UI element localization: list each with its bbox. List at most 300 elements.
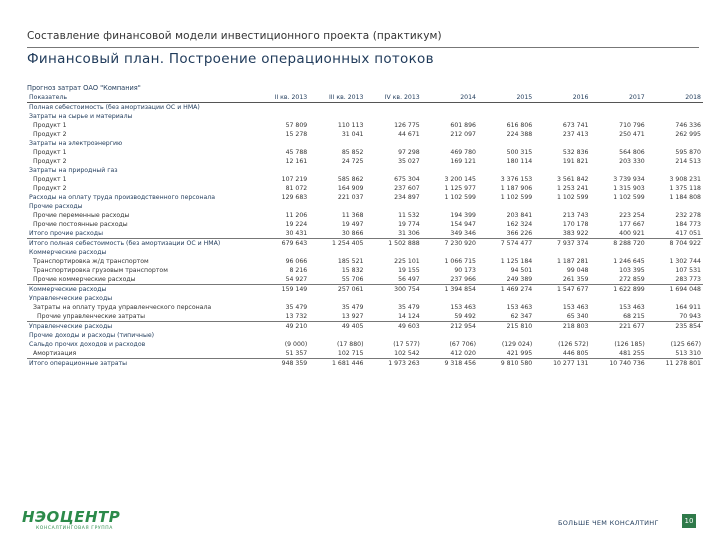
row-value: 412 020 (450, 350, 476, 357)
row-value: (129 024) (501, 341, 533, 348)
row-value: 19 774 (398, 221, 420, 228)
row-value (422, 294, 478, 303)
row-value (534, 112, 590, 121)
row-value: 59 492 (454, 313, 476, 320)
row-value: 8 288 720 (591, 239, 647, 249)
row-value (309, 248, 365, 257)
row-value (478, 248, 534, 257)
row-value: 221 677 (591, 322, 647, 332)
column-header-indicator: Показатель (27, 93, 253, 103)
row-value (422, 103, 478, 113)
table-row (27, 157, 703, 166)
row-value: 249 389 (506, 276, 533, 283)
row-label: Затраты на электроэнергию (29, 140, 123, 147)
row-value: (126 572) (558, 341, 589, 348)
row-value (366, 139, 422, 148)
row-value: 1 681 446 (309, 359, 365, 369)
row-value: 225 101 (394, 258, 420, 265)
row-value (253, 139, 309, 148)
row-value: 564 806 (619, 149, 645, 156)
row-value: 595 870 (675, 149, 701, 156)
row-value: 212 097 (450, 131, 476, 138)
row-value: 213 743 (562, 212, 589, 219)
row-value: 62 347 (510, 313, 533, 320)
row-value: 481 255 (619, 350, 645, 357)
row-value: 1 315 903 (613, 185, 645, 192)
row-value: 11 368 (341, 212, 364, 219)
row-value: 153 463 (450, 304, 476, 311)
row-label: Коммерческие расходы (27, 285, 253, 295)
row-value: 257 061 (309, 285, 365, 295)
row-value: 194 399 (450, 212, 476, 219)
row-value: 500 315 (506, 149, 533, 156)
row-value: 1 187 281 (557, 258, 589, 265)
row-value: 673 741 (562, 122, 589, 129)
row-value (366, 294, 422, 303)
row-value (253, 294, 309, 303)
row-value (534, 248, 590, 257)
row-value: 203 330 (619, 158, 645, 165)
table-row (27, 202, 703, 211)
row-label: Прочие постоянные расходы (33, 221, 128, 228)
row-value (534, 331, 590, 340)
cost-forecast-table-container (27, 84, 703, 368)
row-value: (9 000) (284, 341, 308, 348)
row-value: 283 773 (675, 276, 701, 283)
row-value: 300 754 (366, 285, 422, 295)
row-value: 223 254 (619, 212, 645, 219)
row-value (591, 202, 647, 211)
row-value: 237 966 (450, 276, 476, 283)
table-row (27, 239, 703, 249)
row-value: 218 803 (534, 322, 590, 332)
row-value: 1 694 048 (647, 285, 703, 295)
row-value (422, 202, 478, 211)
row-label: Транспортировка ж/д транспортом (33, 258, 149, 265)
row-value (253, 248, 309, 257)
row-value: 513 310 (675, 350, 701, 357)
row-value: 31 041 (341, 131, 364, 138)
row-value: 30 431 (285, 230, 308, 237)
row-value: 8 216 (289, 267, 308, 274)
row-value: 162 324 (506, 221, 533, 228)
row-value (591, 294, 647, 303)
table-row (27, 248, 703, 257)
row-value: 11 206 (285, 212, 308, 219)
footer-slogan: БОЛЬШЕ ЧЕМ КОНСАЛТИНГ (558, 519, 659, 527)
row-value: 383 922 (562, 230, 589, 237)
row-value (647, 294, 703, 303)
row-value: 35 027 (398, 158, 420, 165)
row-value (253, 112, 309, 121)
row-value: 262 995 (675, 131, 701, 138)
row-value: 1 547 677 (534, 285, 590, 295)
row-label: Полная себестоимость (без амортизации ОС и НМА) (29, 104, 200, 111)
row-value: 221 037 (337, 194, 364, 201)
row-value: 1 187 906 (500, 185, 533, 192)
row-value: 45 788 (285, 149, 308, 156)
row-value: 153 463 (619, 304, 645, 311)
table-caption: Прогноз затрат ОАО "Компания" (27, 84, 141, 92)
row-value (422, 248, 478, 257)
row-value (534, 139, 590, 148)
row-value: 469 780 (450, 149, 476, 156)
row-value (647, 248, 703, 257)
table-row (27, 166, 703, 175)
row-value: 10 740 736 (591, 359, 647, 369)
row-value: 7 230 920 (422, 239, 478, 249)
row-value: 81 072 (285, 185, 308, 192)
row-value: 35 479 (398, 304, 420, 311)
row-value: 261 359 (562, 276, 589, 283)
table-row (27, 312, 703, 322)
row-value: 191 821 (562, 158, 589, 165)
row-value: 15 832 (341, 267, 364, 274)
row-value: 57 809 (285, 122, 308, 129)
table-row (27, 285, 703, 295)
table-row (27, 229, 703, 239)
row-label: Прочие расходы (29, 203, 83, 210)
row-value (309, 112, 365, 121)
row-value: 1 102 599 (557, 194, 589, 201)
row-value: 68 215 (623, 313, 645, 320)
row-value: 3 739 934 (613, 176, 645, 183)
row-value: 400 921 (619, 230, 645, 237)
row-value: 107 531 (675, 267, 701, 274)
row-value: 366 226 (506, 230, 533, 237)
row-label: Прочие переменные расходы (33, 212, 130, 219)
row-value: 153 463 (506, 304, 533, 311)
row-value: 14 124 (398, 313, 420, 320)
row-value: 1 184 808 (669, 194, 701, 201)
row-value: 1 102 599 (444, 194, 476, 201)
table-row (27, 211, 703, 220)
row-label: Продукт 2 (33, 158, 67, 165)
row-value: 129 683 (281, 194, 308, 201)
row-value (534, 294, 590, 303)
company-logo (22, 508, 132, 534)
row-value (366, 103, 422, 113)
row-label: Итого операционные затраты (27, 359, 253, 369)
row-value: 102 542 (394, 350, 420, 357)
row-value: 70 943 (679, 313, 701, 320)
row-value (253, 166, 309, 175)
row-value (478, 166, 534, 175)
row-value (591, 248, 647, 257)
row-value (366, 331, 422, 340)
header-divider (27, 47, 699, 48)
row-value: 107 219 (281, 176, 308, 183)
row-value (478, 202, 534, 211)
row-value: 1 102 599 (613, 194, 645, 201)
row-value: 1 246 645 (613, 258, 645, 265)
row-value: 7 937 374 (534, 239, 590, 249)
row-value (253, 103, 309, 113)
row-value: 224 388 (506, 131, 533, 138)
row-value (591, 331, 647, 340)
row-value: 11 278 801 (647, 359, 703, 369)
table-body (27, 103, 703, 369)
row-value (534, 202, 590, 211)
row-value (422, 139, 478, 148)
row-label: Сальдо прочих доходов и расходов (29, 341, 146, 348)
row-value (647, 331, 703, 340)
column-header: 2016 (534, 93, 590, 103)
row-value: 55 706 (341, 276, 364, 283)
table-row (27, 266, 703, 275)
table-row (27, 322, 703, 332)
row-label: Коммерческие расходы (29, 249, 107, 256)
row-label: Транспортировка грузовым транспортом (33, 267, 168, 274)
logo-subtext: КОНСАЛТИНГОВАЯ ГРУППА (36, 526, 113, 531)
row-value: 10 277 131 (534, 359, 590, 369)
row-value: 1 375 118 (669, 185, 701, 192)
table-row (27, 148, 703, 157)
row-value: 90 173 (454, 267, 476, 274)
row-value: (17 880) (337, 341, 364, 348)
row-label: Затраты на оплату труда управленческого персонала (33, 304, 212, 311)
table-row (27, 331, 703, 340)
row-value: 185 521 (337, 258, 364, 265)
row-value: 51 357 (285, 350, 308, 357)
row-value: 3 200 145 (444, 176, 476, 183)
cost-forecast-table (27, 93, 703, 368)
table-row (27, 359, 703, 369)
table-row (27, 130, 703, 139)
row-value (591, 112, 647, 121)
row-value: 11 532 (398, 212, 420, 219)
row-value: 177 667 (619, 221, 645, 228)
row-value: 180 114 (506, 158, 533, 165)
row-value: 7 574 477 (478, 239, 534, 249)
row-value (253, 331, 309, 340)
row-value: 1 066 715 (444, 258, 476, 265)
row-label: Прочие управленческие затраты (37, 313, 145, 320)
table-row (27, 257, 703, 266)
row-value: (67 706) (449, 341, 476, 348)
row-value: 585 862 (337, 176, 364, 183)
row-value: 85 852 (341, 149, 364, 156)
row-value (366, 248, 422, 257)
column-header: 2014 (422, 93, 478, 103)
row-value: 65 340 (566, 313, 589, 320)
row-value: 15 278 (285, 131, 308, 138)
row-value: 19 497 (341, 221, 364, 228)
row-value: 1 973 263 (366, 359, 422, 369)
row-value: 24 725 (341, 158, 364, 165)
row-value (534, 103, 590, 113)
row-value (647, 166, 703, 175)
row-label: Управленческие расходы (29, 295, 113, 302)
logo-wordmark: НЭОЦЕНТР (22, 508, 121, 526)
row-value: 103 395 (619, 267, 645, 274)
row-label: Амортизация (33, 350, 77, 357)
row-value: 710 796 (619, 122, 645, 129)
row-value: 1 125 977 (444, 185, 476, 192)
table-row (27, 175, 703, 184)
column-header: IV кв. 2013 (366, 93, 422, 103)
row-value: 9 318 456 (422, 359, 478, 369)
row-label: Продукт 2 (33, 131, 67, 138)
row-label: Затраты на природный газ (29, 167, 118, 174)
column-header: 2018 (647, 93, 703, 103)
row-value: 9 810 580 (478, 359, 534, 369)
row-value: 446 805 (562, 350, 589, 357)
row-value: 1 253 241 (557, 185, 589, 192)
row-label: Итого прочие расходы (29, 230, 103, 237)
row-value: 237 413 (562, 131, 589, 138)
row-value (309, 166, 365, 175)
row-value: 44 671 (398, 131, 420, 138)
page-title: Финансовый план. Построение операционных потоков (27, 51, 434, 67)
row-value (309, 294, 365, 303)
row-value: 97 298 (398, 149, 420, 156)
row-value: 102 715 (337, 350, 364, 357)
row-value (366, 202, 422, 211)
row-value: 746 336 (675, 122, 701, 129)
row-value (591, 139, 647, 148)
row-value: 212 954 (422, 322, 478, 332)
row-value: 349 346 (450, 230, 476, 237)
row-value: 19 224 (285, 221, 308, 228)
row-value: 49 210 (253, 322, 309, 332)
row-value: 417 051 (675, 230, 701, 237)
row-value: 532 836 (562, 149, 589, 156)
row-value (534, 166, 590, 175)
table-row (27, 349, 703, 359)
row-value: 1 502 888 (366, 239, 422, 249)
row-value: 35 479 (285, 304, 308, 311)
row-value (366, 166, 422, 175)
row-value: 13 732 (285, 313, 308, 320)
row-value (309, 202, 365, 211)
row-label: Продукт 1 (33, 176, 67, 183)
row-value: 1 469 274 (478, 285, 534, 295)
row-value (591, 166, 647, 175)
row-value (253, 202, 309, 211)
row-value: 232 278 (675, 212, 701, 219)
row-label: Продукт 2 (33, 185, 67, 192)
row-value: 99 048 (566, 267, 589, 274)
row-value: 1 102 599 (500, 194, 533, 201)
row-value: 234 897 (394, 194, 420, 201)
table-row (27, 220, 703, 229)
row-label: Управленческие расходы (27, 322, 253, 332)
row-value (478, 103, 534, 113)
row-value: 153 463 (562, 304, 589, 311)
row-value: (125 667) (670, 341, 701, 348)
table-row (27, 340, 703, 349)
row-value: 19 155 (398, 267, 420, 274)
row-label: Прочие доходы и расходы (типичные) (29, 332, 155, 339)
row-value: 164 911 (675, 304, 701, 311)
row-value: 1 254 405 (309, 239, 365, 249)
row-value: 215 810 (478, 322, 534, 332)
row-value (591, 103, 647, 113)
page-number-badge: 10 (682, 514, 696, 528)
row-value: 272 859 (619, 276, 645, 283)
row-value: 8 704 922 (647, 239, 703, 249)
row-value: 948 359 (253, 359, 309, 369)
row-value: 1 125 184 (500, 258, 533, 265)
row-label: Расходы на оплату труда производственного персонала (29, 194, 216, 201)
table-row (27, 193, 703, 202)
row-value: 13 927 (341, 313, 364, 320)
row-value: 3 908 231 (669, 176, 701, 183)
row-value: 154 947 (450, 221, 476, 228)
column-header: III кв. 2013 (309, 93, 365, 103)
row-value: 214 513 (675, 158, 701, 165)
table-header-row (27, 93, 703, 103)
row-value: 203 841 (506, 212, 533, 219)
row-value: 3 376 153 (500, 176, 533, 183)
row-value (647, 202, 703, 211)
row-value: 49 603 (366, 322, 422, 332)
row-value: 35 479 (341, 304, 364, 311)
row-value (647, 103, 703, 113)
row-value: 184 773 (675, 221, 701, 228)
table-row (27, 121, 703, 130)
row-value (309, 103, 365, 113)
table-row (27, 139, 703, 148)
row-value: 237 607 (394, 185, 420, 192)
row-value: 94 501 (510, 267, 533, 274)
row-value: 169 121 (450, 158, 476, 165)
table-row (27, 103, 703, 113)
row-value: 250 471 (619, 131, 645, 138)
row-value: 235 854 (647, 322, 703, 332)
row-value (478, 294, 534, 303)
row-value: 49 405 (309, 322, 365, 332)
row-value: 30 866 (341, 230, 364, 237)
row-value (422, 331, 478, 340)
row-value (422, 112, 478, 121)
row-value: (126 185) (614, 341, 645, 348)
column-header: 2017 (591, 93, 647, 103)
table-row (27, 294, 703, 303)
row-label: Итого полная себестоимость (без амортизации ОС и НМА) (27, 239, 253, 249)
row-value: 679 643 (253, 239, 309, 249)
presentation-title: Составление финансовой модели инвестиционного проекта (практикум) (27, 30, 442, 42)
row-value: (17 577) (393, 341, 420, 348)
row-value: 1 302 744 (669, 258, 701, 265)
row-value: 159 149 (253, 285, 309, 295)
row-value (647, 139, 703, 148)
row-value: 601 896 (450, 122, 476, 129)
row-value: 164 909 (337, 185, 364, 192)
row-value: 1 622 899 (591, 285, 647, 295)
table-row (27, 275, 703, 285)
row-value (478, 139, 534, 148)
row-value: 56 497 (398, 276, 420, 283)
row-value: 126 775 (394, 122, 420, 129)
column-header: II кв. 2013 (253, 93, 309, 103)
row-label: Продукт 1 (33, 149, 67, 156)
row-value: 3 561 842 (557, 176, 589, 183)
row-value (478, 112, 534, 121)
row-label: Затраты на сырье и материалы (29, 113, 133, 120)
column-header: 2015 (478, 93, 534, 103)
row-value (309, 139, 365, 148)
row-value: 675 304 (394, 176, 420, 183)
row-value (309, 331, 365, 340)
row-value: 31 306 (398, 230, 420, 237)
row-value (647, 112, 703, 121)
table-row (27, 303, 703, 312)
table-row (27, 112, 703, 121)
row-value: 1 394 854 (422, 285, 478, 295)
row-value: 96 066 (285, 258, 308, 265)
